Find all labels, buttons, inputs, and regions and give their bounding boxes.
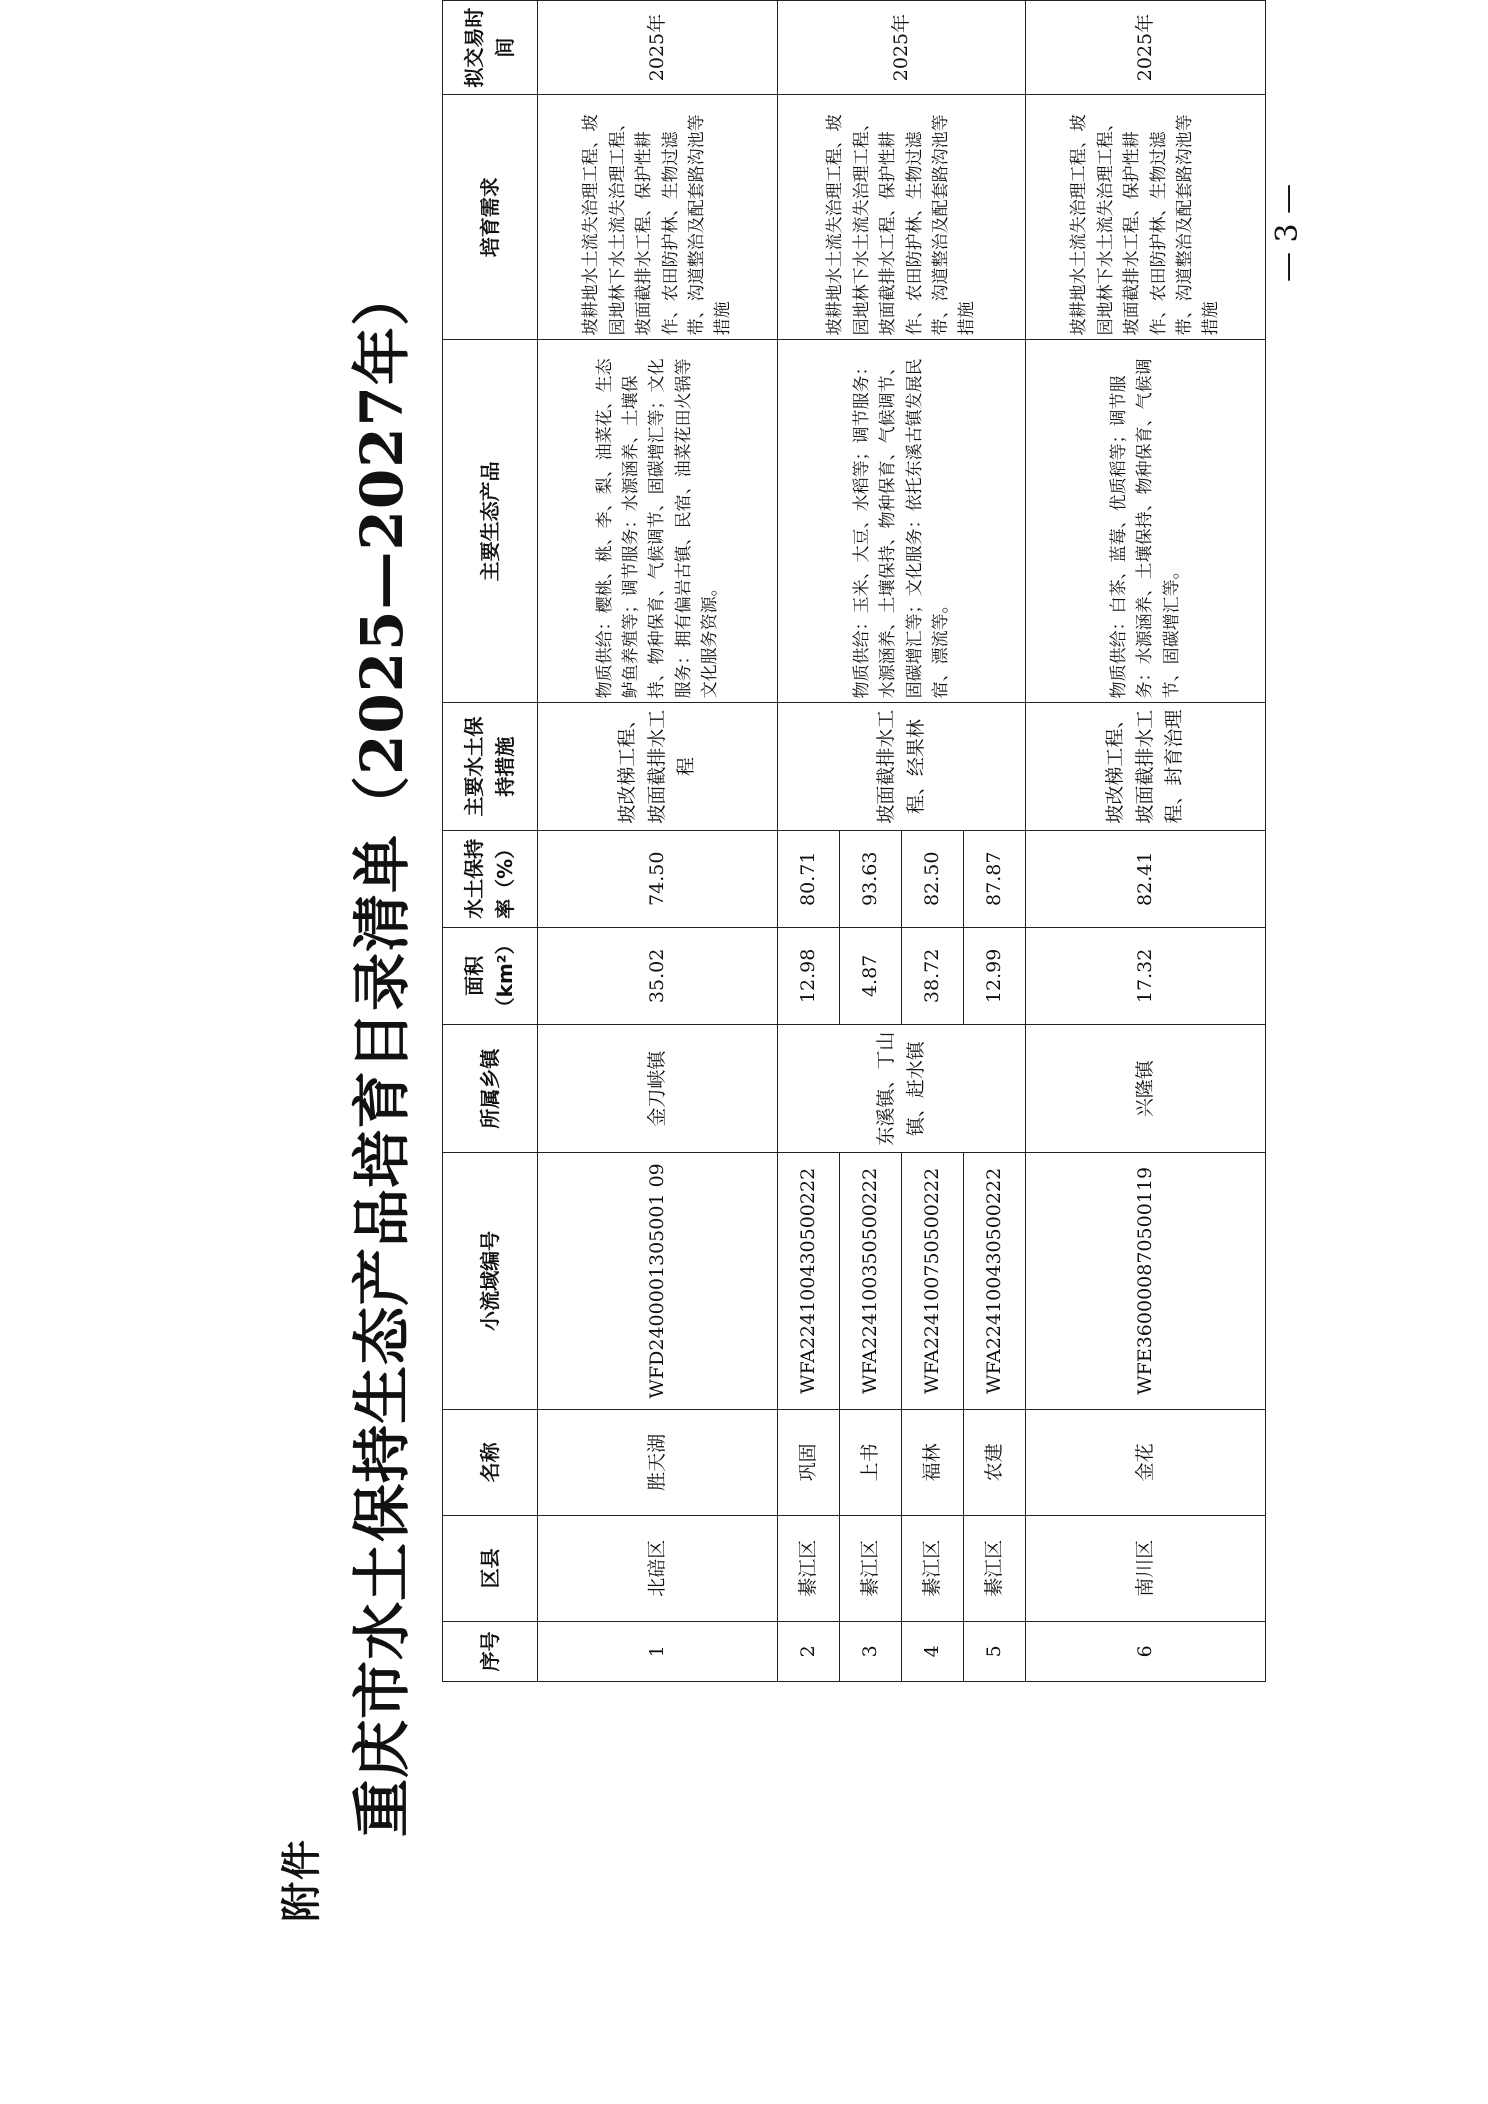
cell-code: WFA224100430500222 bbox=[778, 1152, 840, 1409]
cell-measures: 坡改梯工程、坡面截排水工程、封育治理 bbox=[1026, 703, 1266, 831]
cell-products-merged: 物质供给：玉米、大豆、水稻等；调节服务：水源涵养、土壤保持、物种保育、气候调节、固碳增汇等；文化服务：依托东溪古镇发展民宿、漂流等。 bbox=[778, 340, 1026, 703]
document-title: 重庆市水土保持生态产品培育目录清单（2025—2027年） bbox=[348, 267, 416, 1837]
cell-code: WFD2400001305001 09 bbox=[538, 1152, 778, 1409]
cell-needs-merged: 坡耕地水土流失治理工程、坡园地林下水土流失治理工程、坡面截排水工程、保护性耕作、农田防护林、生物过滤带、沟道整治及配套路沟池等措施 bbox=[778, 95, 1026, 340]
cell-rate: 93.63 bbox=[840, 831, 902, 928]
cell-code: WFE360000870500119 bbox=[1026, 1152, 1266, 1409]
attachment-label: 附件 bbox=[279, 1838, 325, 1922]
cell-district: 綦江区 bbox=[902, 1515, 964, 1621]
header-town: 所属乡镇 bbox=[443, 1025, 538, 1153]
table-row bbox=[538, 1, 778, 1682]
cell-name: 上书 bbox=[840, 1409, 902, 1515]
cell-products: 物质供给：白茶、蓝莓、优质稻等；调节服务：水源涵养、土壤保持、物种保育、气候调节、固碳增汇等。 bbox=[1026, 340, 1266, 703]
header-area: 面积（km²） bbox=[443, 927, 538, 1025]
cell-name: 农建 bbox=[964, 1409, 1026, 1515]
cell-area: 35.02 bbox=[538, 927, 778, 1025]
cell-rate: 82.41 bbox=[1026, 831, 1266, 928]
cell-town: 金刀峡镇 bbox=[538, 1025, 778, 1153]
cell-rate: 80.71 bbox=[778, 831, 840, 928]
cell-code: WFA224100350500222 bbox=[840, 1152, 902, 1409]
cell-district: 綦江区 bbox=[840, 1515, 902, 1621]
cell-name: 金花 bbox=[1026, 1409, 1266, 1515]
cell-area: 17.32 bbox=[1026, 927, 1266, 1025]
cell-district: 北碚区 bbox=[538, 1515, 778, 1621]
table-row bbox=[1026, 1, 1266, 1682]
cell-time-merged: 2025年 bbox=[778, 1, 1026, 95]
header-code: 小流域编号 bbox=[443, 1152, 538, 1409]
cell-measures: 坡改梯工程、坡面截排水工程 bbox=[538, 703, 778, 831]
cell-district: 綦江区 bbox=[964, 1515, 1026, 1621]
cell-area: 12.99 bbox=[964, 927, 1026, 1025]
cell-town: 兴隆镇 bbox=[1026, 1025, 1266, 1153]
cell-name: 巩固 bbox=[778, 1409, 840, 1515]
catalog-table bbox=[442, 0, 1266, 1682]
cell-needs: 坡耕地水土流失治理工程、坡园地林下水土流失治理工程、坡面截排水工程、保护性耕作、农田防护林、生物过滤带、沟道整治及配套路沟池等措施 bbox=[538, 95, 778, 340]
cell-measures-merged: 坡面截排水工程、经果林 bbox=[778, 703, 1026, 831]
cell-code: WFA224100750500222 bbox=[902, 1152, 964, 1409]
cell-time: 2025年 bbox=[1026, 1, 1266, 95]
cell-needs: 坡耕地水土流失治理工程、坡园地林下水土流失治理工程、坡面截排水工程、保护性耕作、农田防护林、生物过滤带、沟道整治及配套路沟池等措施 bbox=[1026, 95, 1266, 340]
header-row bbox=[443, 1, 538, 1682]
header-measures: 主要水土保持措施 bbox=[443, 703, 538, 831]
cell-district: 南川区 bbox=[1026, 1515, 1266, 1621]
header-seq: 序号 bbox=[443, 1621, 538, 1681]
cell-seq: 1 bbox=[538, 1621, 778, 1681]
cell-area: 4.87 bbox=[840, 927, 902, 1025]
cell-area: 38.72 bbox=[902, 927, 964, 1025]
header-products: 主要生态产品 bbox=[443, 340, 538, 703]
header-rate: 水土保持率（%） bbox=[443, 831, 538, 928]
cell-area: 12.98 bbox=[778, 927, 840, 1025]
cell-time: 2025年 bbox=[538, 1, 778, 95]
cell-seq: 6 bbox=[1026, 1621, 1266, 1681]
cell-seq: 4 bbox=[902, 1621, 964, 1681]
cell-seq: 2 bbox=[778, 1621, 840, 1681]
header-needs: 培育需求 bbox=[443, 95, 538, 340]
cell-name: 胜天湖 bbox=[538, 1409, 778, 1515]
cell-code: WFA224100430500222 bbox=[964, 1152, 1026, 1409]
cell-name: 福林 bbox=[902, 1409, 964, 1515]
cell-rate: 74.50 bbox=[538, 831, 778, 928]
page-number: — 3 — bbox=[1270, 183, 1305, 282]
cell-district: 綦江区 bbox=[778, 1515, 840, 1621]
cell-rate: 87.87 bbox=[964, 831, 1026, 928]
cell-rate: 82.50 bbox=[902, 831, 964, 928]
table-row bbox=[778, 1, 840, 1682]
cell-town-merged: 东溪镇、丁山镇、赶水镇 bbox=[778, 1025, 1026, 1153]
cell-seq: 5 bbox=[964, 1621, 1026, 1681]
cell-products: 物质供给：樱桃、桃、李、梨、油菜花、生态鲈鱼养殖等；调节服务：水源涵养、土壤保持、物种保育、气候调节、固碳增汇等；文化服务：拥有偏岩古镇、民宿、油菜花田火锅等文化服务资源。 bbox=[538, 340, 778, 703]
header-district: 区县 bbox=[443, 1515, 538, 1621]
cell-seq: 3 bbox=[840, 1621, 902, 1681]
header-name: 名称 bbox=[443, 1409, 538, 1515]
header-time: 拟交易时间 bbox=[443, 1, 538, 95]
